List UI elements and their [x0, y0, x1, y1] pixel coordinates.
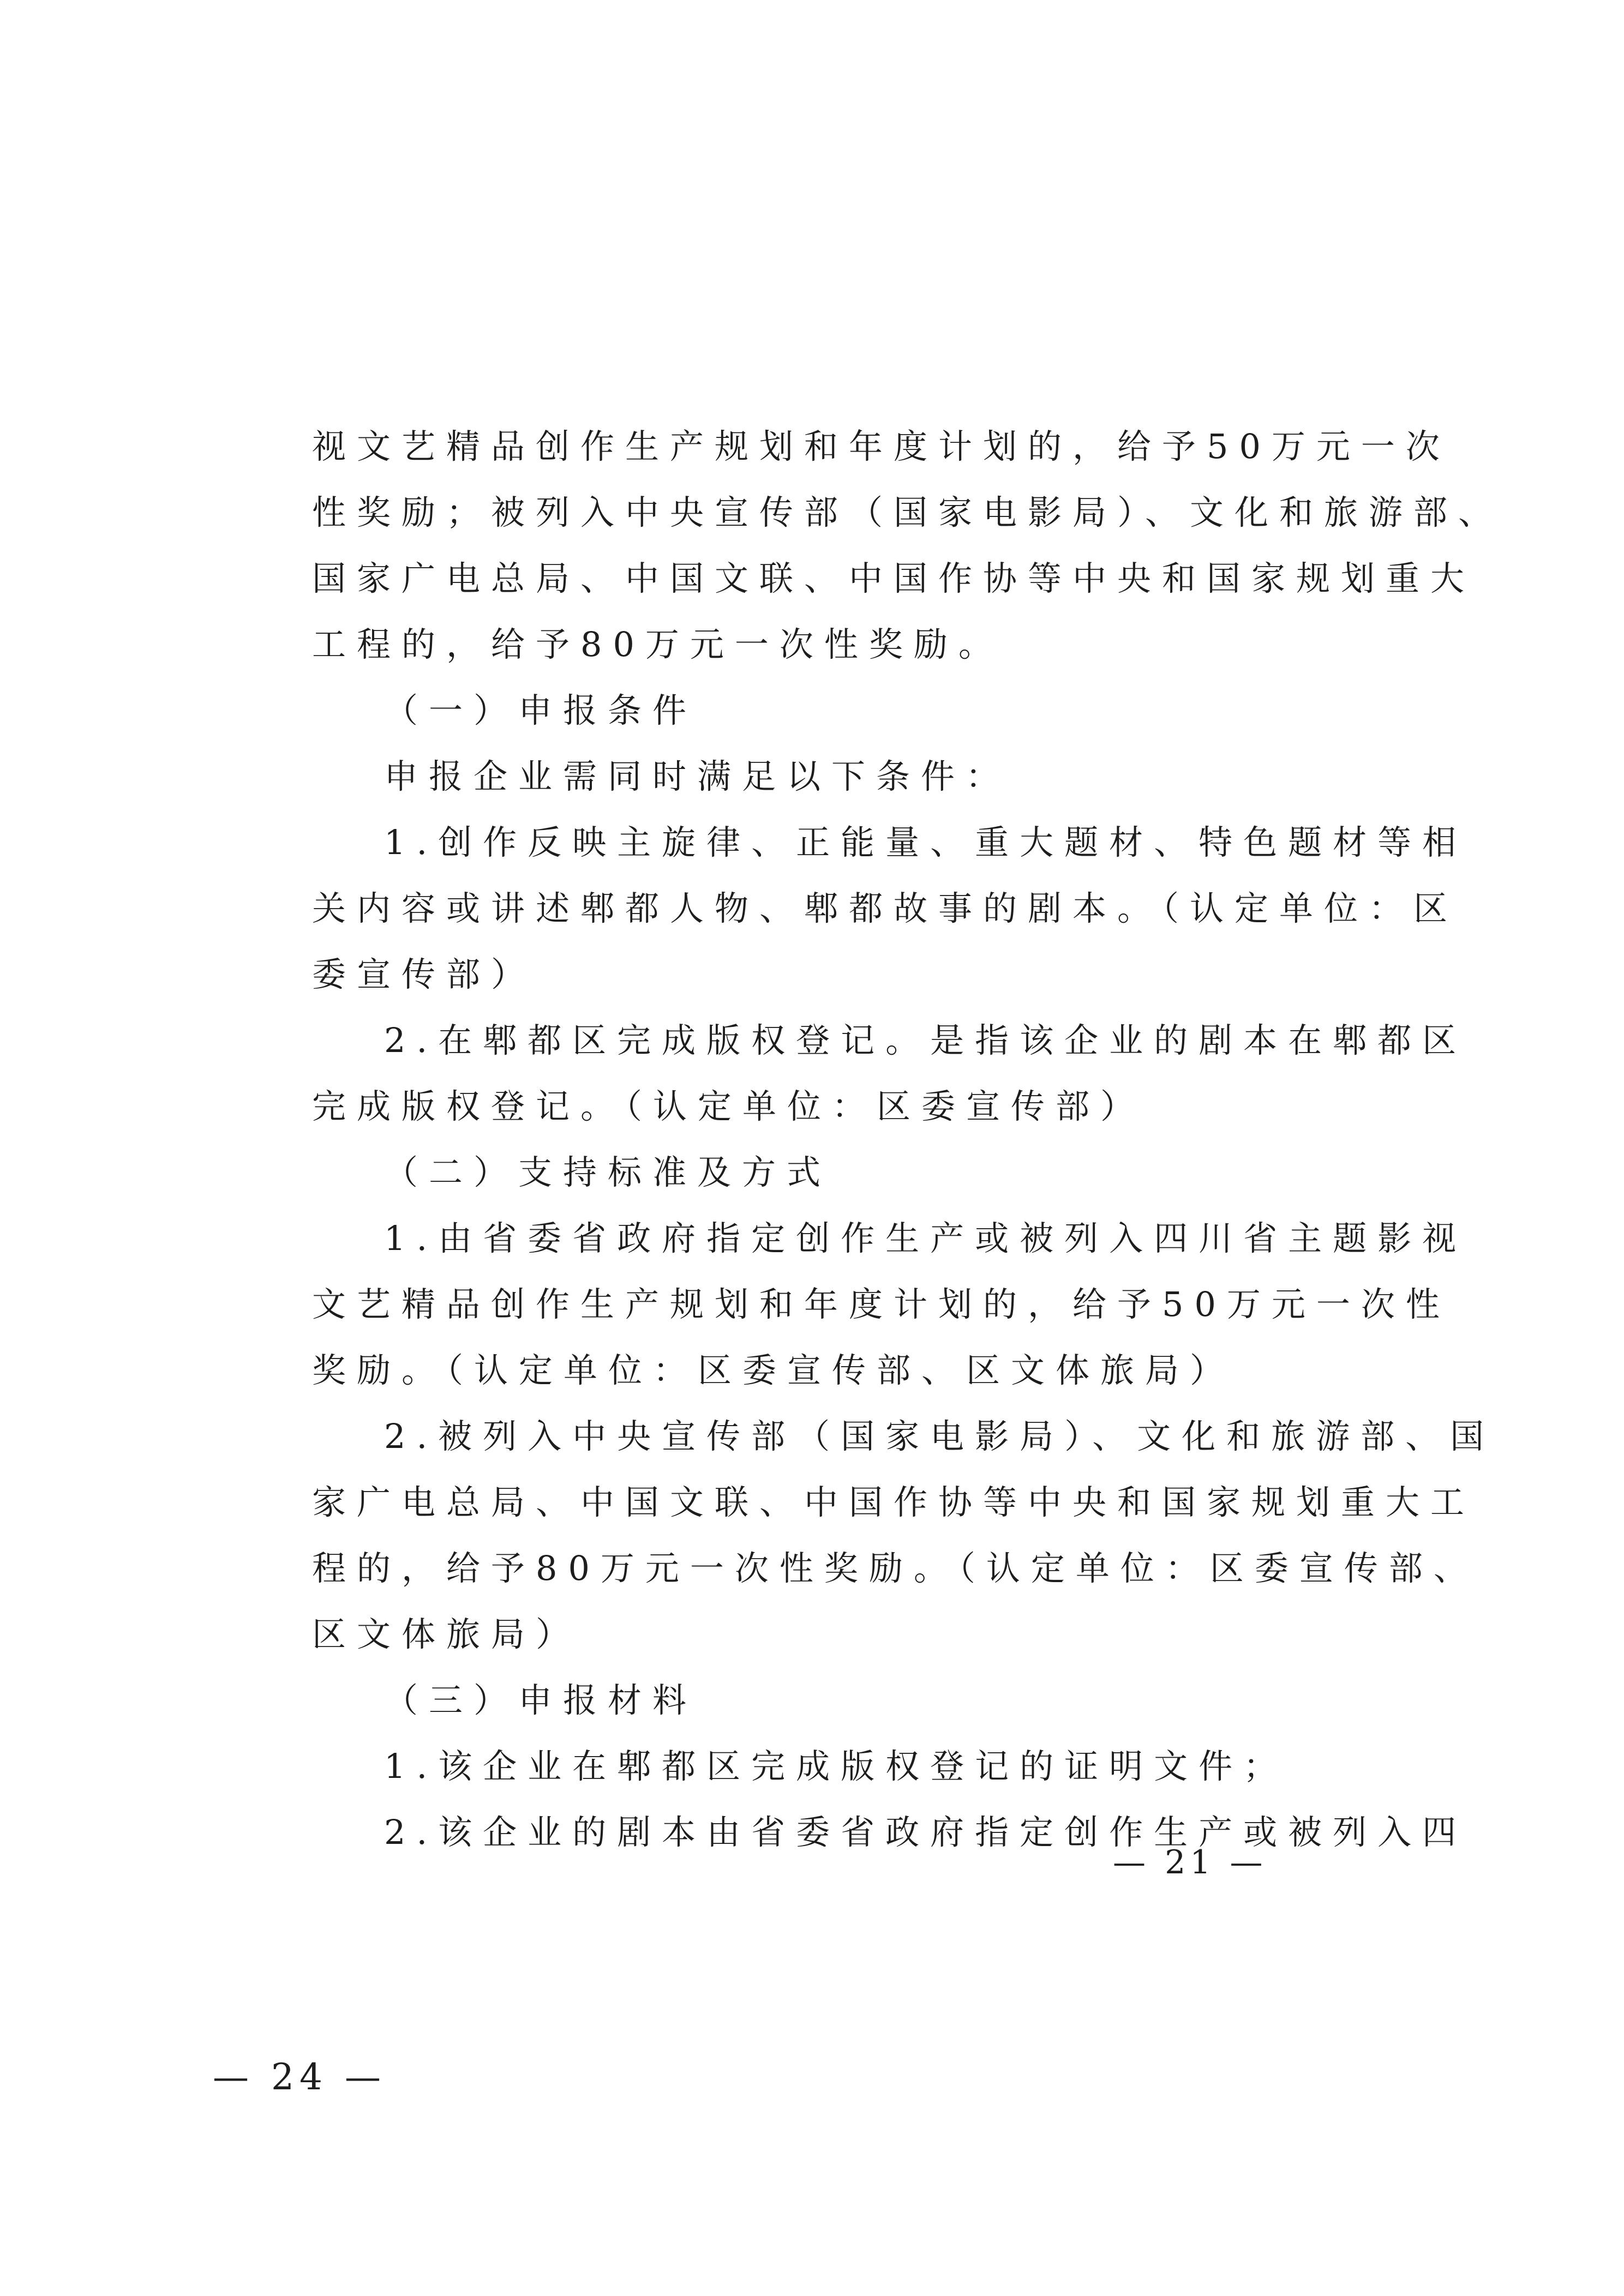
- text-line: 国家广电总局、中国文联、中国作协等中央和国家规划重大: [312, 558, 1476, 598]
- section-heading: （二）支持标准及方式: [384, 1152, 832, 1192]
- text-line: 2.被列入中央宣传部（国家电影局）、文化和旅游部、国: [384, 1416, 1495, 1456]
- text-line: 2.该企业的剧本由省委省政府指定创作生产或被列入四: [384, 1812, 1467, 1852]
- text-line: 关内容或讲述郫都人物、郫都故事的剧本。（认定单位：区: [312, 888, 1459, 928]
- text-line: 家广电总局、中国文联、中国作协等中央和国家规划重大工: [312, 1482, 1476, 1522]
- text-line: 工程的，给予80万元一次性奖励。: [312, 624, 1003, 664]
- text-line: 性奖励；被列入中央宣传部（国家电影局）、文化和旅游部、: [312, 492, 1503, 532]
- text-line: 区文体旅局）: [312, 1614, 581, 1654]
- section-heading: （三）申报材料: [384, 1680, 698, 1720]
- page-number-outer: — 24 —: [213, 2056, 386, 2098]
- body-text: [312, 413, 1503, 1865]
- text-line: 完成版权登记。（认定单位：区委宣传部）: [312, 1086, 1146, 1126]
- text-line: 1.该企业在郫都区完成版权登记的证明文件；: [384, 1746, 1289, 1786]
- page-number-inner: — 21 —: [1113, 1843, 1267, 1882]
- text-line: 申报企业需同时满足以下条件：: [384, 756, 1011, 796]
- section-heading: （一）申报条件: [384, 690, 698, 730]
- text-line: 程的，给予80万元一次性奖励。（认定单位：区委宣传部、: [312, 1548, 1478, 1588]
- text-line: 1.由省委省政府指定创作生产或被列入四川省主题影视: [384, 1218, 1467, 1258]
- text-line: 文艺精品创作生产规划和年度计划的，给予50万元一次性: [312, 1284, 1451, 1324]
- text-line: 2.在郫都区完成版权登记。是指该企业的剧本在郫都区: [384, 1020, 1467, 1060]
- text-line: 委宣传部）: [312, 954, 536, 994]
- text-line: 视文艺精品创作生产规划和年度计划的，给予50万元一次: [312, 426, 1451, 466]
- text-line: 1.创作反映主旋律、正能量、重大题材、特色题材等相: [384, 822, 1467, 862]
- text-line: 奖励。（认定单位：区委宣传部、区文体旅局）: [312, 1350, 1235, 1390]
